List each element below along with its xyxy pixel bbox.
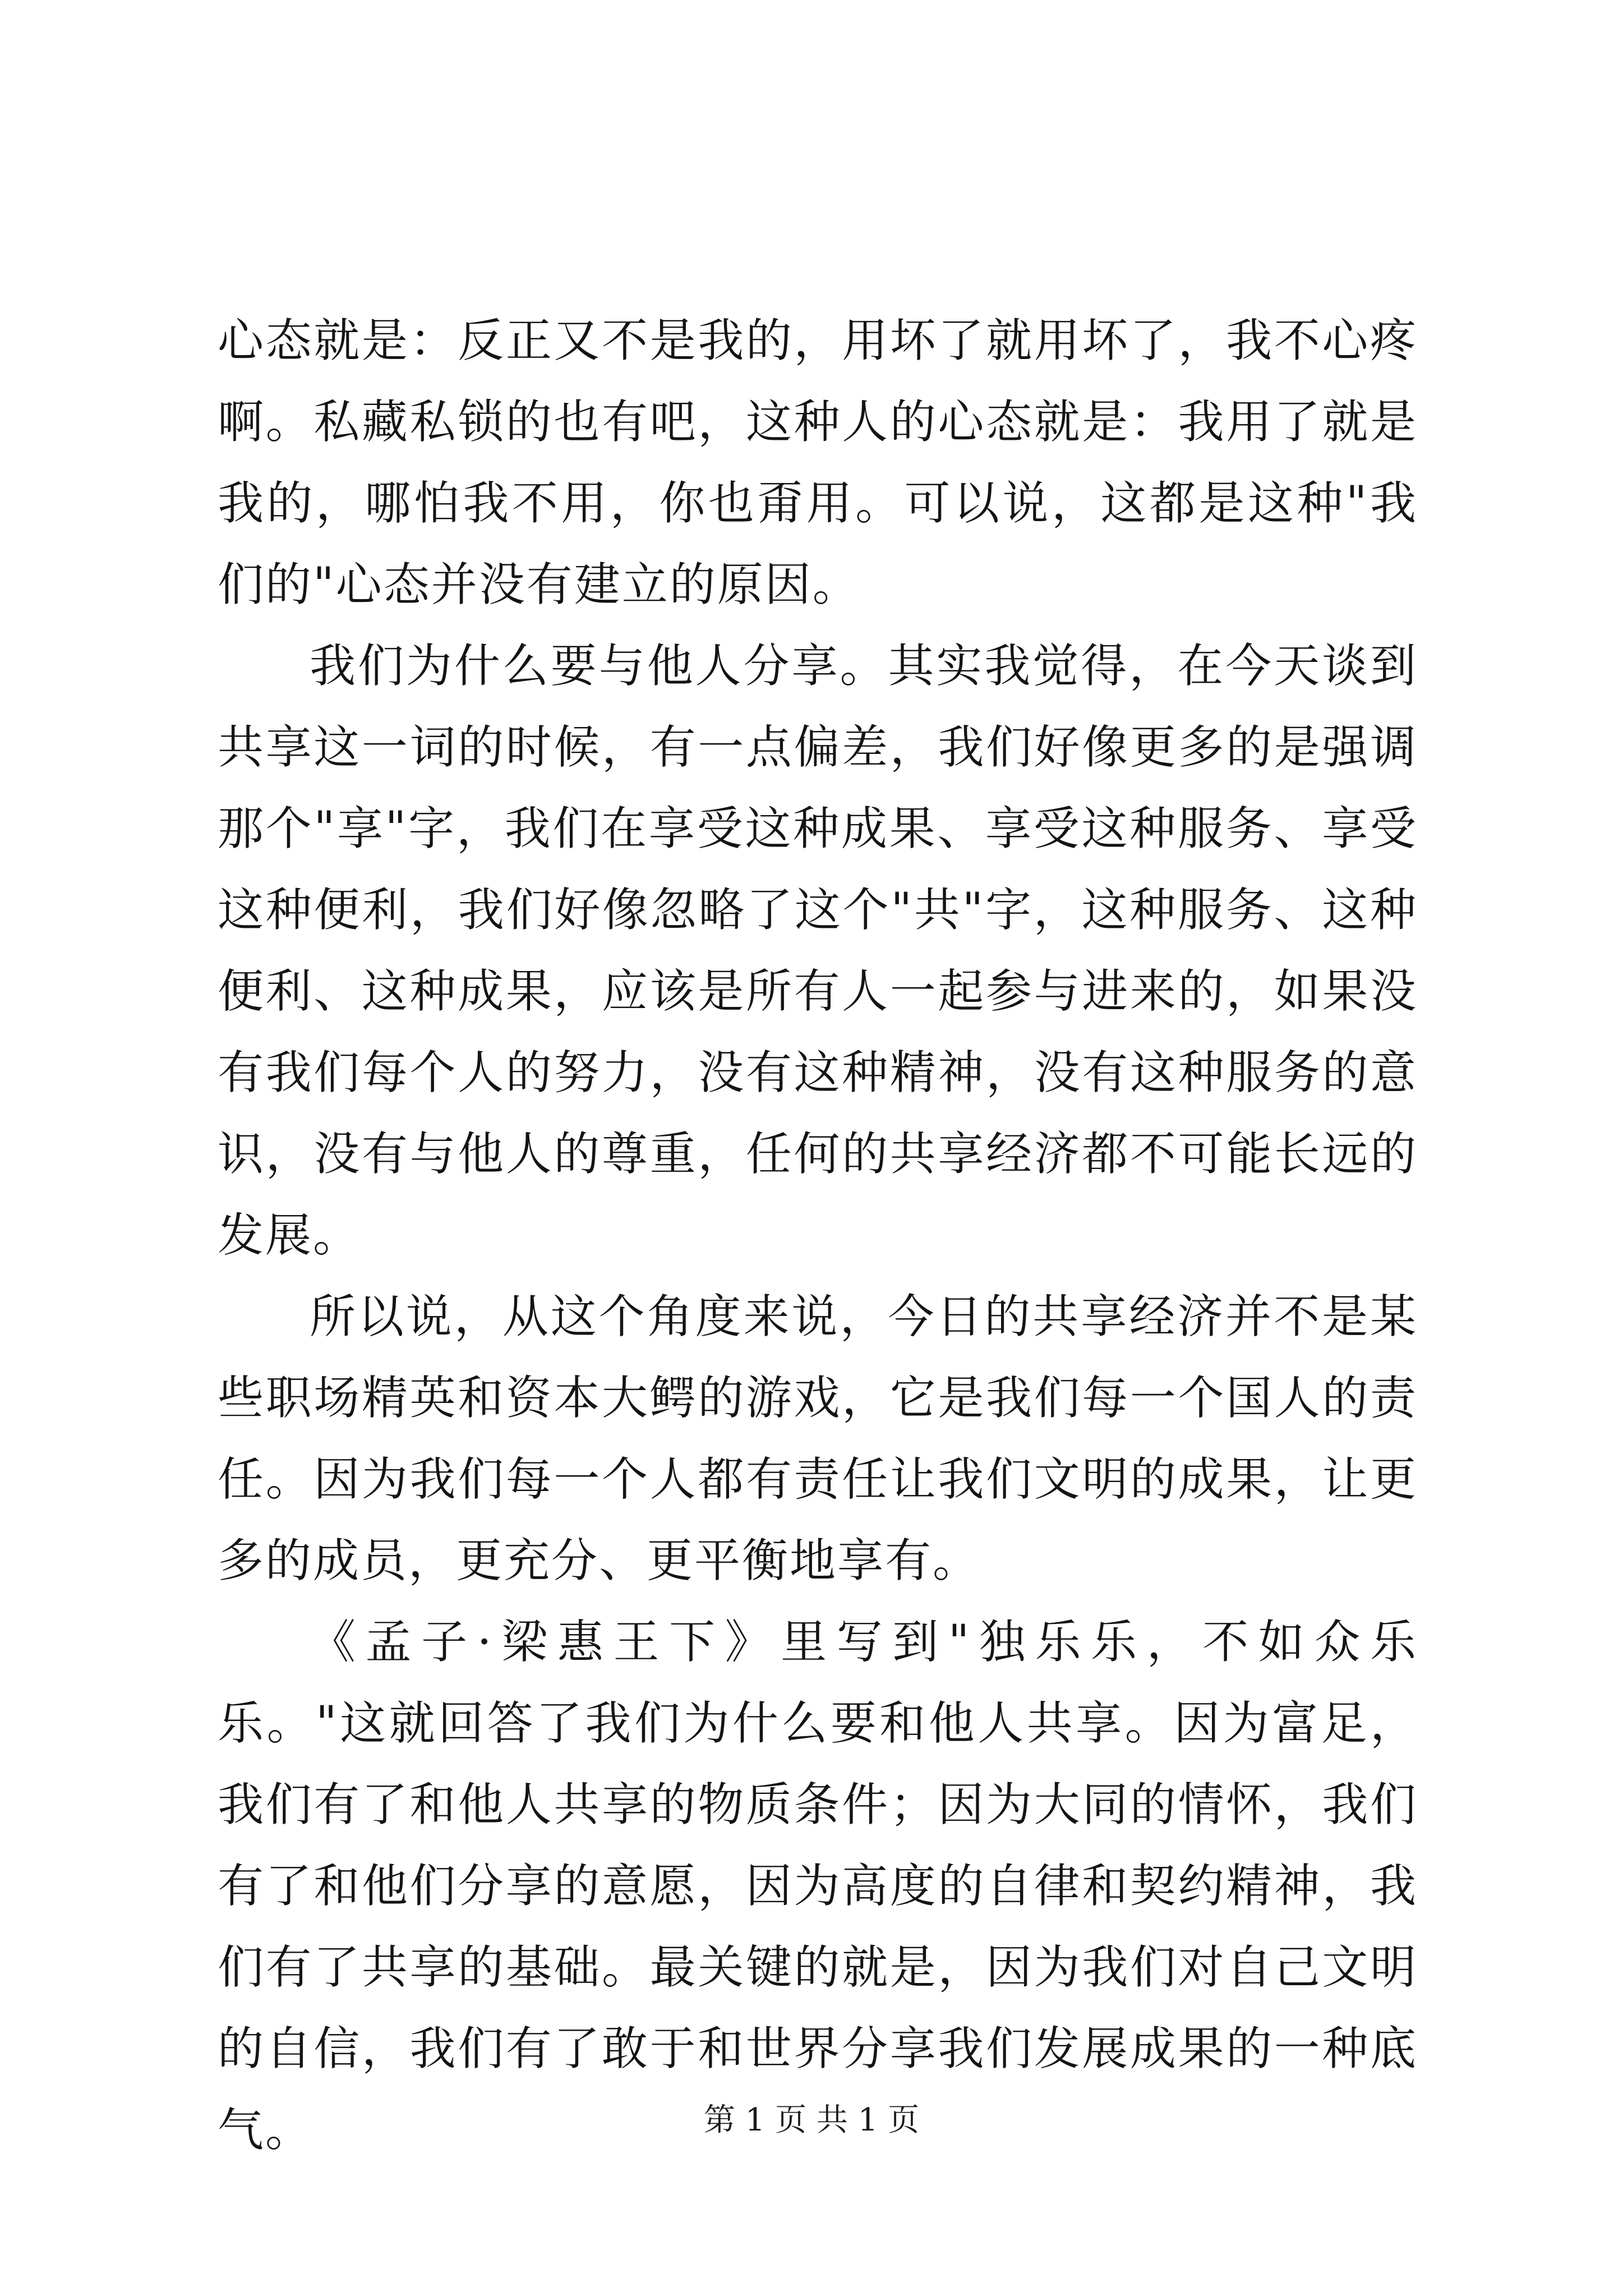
page-footer: 第 1 页 共 1 页 — [703, 2102, 920, 2138]
document-body — [218, 300, 1418, 2171]
paragraph-3: 所以说，从这个角度来说，今日的共享经济并不是某些职场精英和资本大鳄的游戏，它是我们每一个国人的责任。因为我们每一个人都有责任让我们文明的成果，让更多的成员，更充分、更平衡地享有。 — [218, 1290, 1418, 1588]
paragraph-2: 我们为什么要与他人分享。其实我觉得，在今天谈到共享这一词的时候，有一点偏差，我们好像更多的是强调那个"享"字，我们在享受这种成果、享受这种服务、享受这种便利，我们好像忽略了这个"共"字，这种服务、这种便利、这种成果，应该是所有人一起参与进来的，如果没有我们每个人的努力，没有这种精神，没有这种服务的意识，没有与他人的尊重，任何的共享经济都不可能长远的发展。 — [218, 639, 1418, 1262]
paragraph-1: 心态就是：反正又不是我的，用坏了就用坏了，我不心疼啊。私藏私锁的也有吧，这种人的心态就是：我用了就是我的，哪怕我不用，你也甭用。可以说，这都是这种"我们的"心态并没有建立的原因。 — [218, 314, 1418, 611]
paragraph-4: 《孟子·梁惠王下》里写到"独乐乐，不如众乐乐。"这就回答了我们为什么要和他人共享。因为富足，我们有了和他人共享的物质条件；因为大同的情怀，我们有了和他们分享的意愿，因为高度的自律和契约精神，我们有了共享的基础。最关键的就是，因为我们对自己文明的自信，我们有了敢于和世界分享我们发展成果的一种底气。 — [218, 1616, 1418, 2157]
